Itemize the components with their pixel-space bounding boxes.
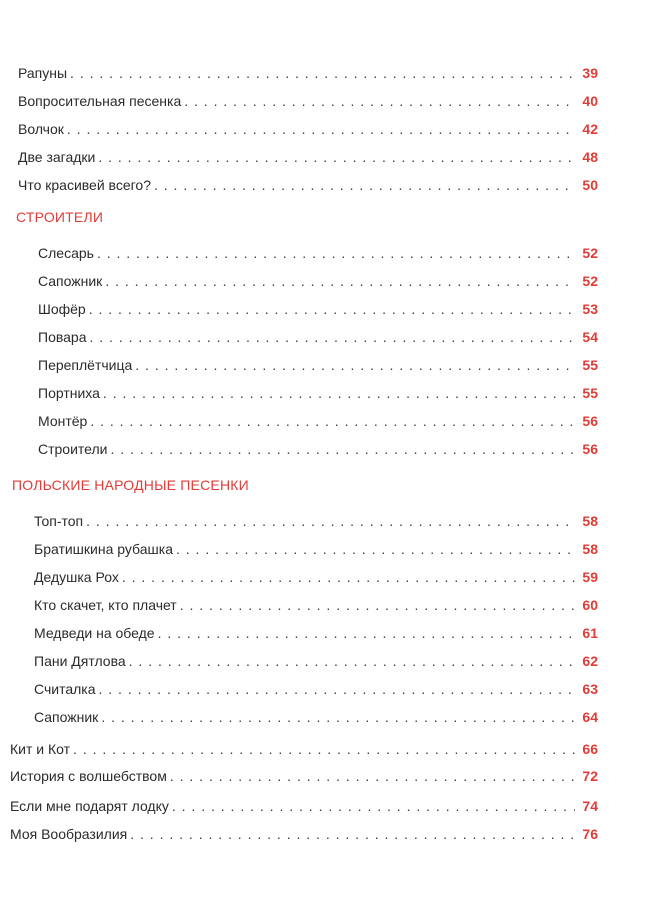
toc-entry-title: Рапуны [18, 65, 68, 81]
toc-row[interactable] [38, 328, 598, 346]
toc-row[interactable] [38, 272, 598, 290]
toc-entry-page: 42 [582, 121, 598, 137]
toc-row[interactable] [38, 384, 598, 402]
leader-dots [184, 92, 575, 110]
toc-entry-page: 66 [582, 741, 598, 757]
toc-row[interactable] [34, 568, 598, 586]
toc-row[interactable] [18, 120, 598, 138]
toc-entry-title: Моя Вообразилия [10, 826, 128, 842]
toc-entry-title: Вопросительная песенка [18, 93, 182, 109]
toc-row[interactable] [10, 740, 598, 758]
toc-entry-title: Переплётчица [38, 357, 133, 373]
section-heading-polish-songs: ПОЛЬСКИЕ НАРОДНЫЕ ПЕСЕНКИ [12, 477, 249, 493]
toc-entry-page: 50 [582, 177, 598, 193]
toc-entry-page: 62 [582, 653, 598, 669]
toc-row[interactable] [18, 176, 598, 194]
leader-dots [90, 412, 575, 430]
toc-row[interactable] [34, 624, 598, 642]
leader-dots [99, 680, 576, 698]
toc-row[interactable] [34, 540, 598, 558]
toc-entry-page: 56 [582, 413, 598, 429]
toc-entry-title: Братишкина рубашка [34, 541, 173, 557]
toc-entry-title: Считалка [34, 681, 96, 697]
toc-row[interactable] [38, 356, 598, 374]
toc-row[interactable] [34, 708, 598, 726]
leader-dots [129, 652, 575, 670]
toc-entry-page: 61 [582, 625, 598, 641]
toc-row[interactable] [38, 440, 598, 458]
leader-dots [67, 120, 575, 138]
toc-row[interactable] [38, 412, 598, 430]
toc-entry-title: Медведи на обеде [34, 625, 155, 641]
toc-entry-page: 58 [582, 513, 598, 529]
toc-entry-title: История с волшебством [10, 768, 167, 784]
toc-row[interactable] [10, 825, 598, 843]
leader-dots [98, 148, 575, 166]
leader-dots [73, 740, 575, 758]
leader-dots [101, 708, 575, 726]
leader-dots [170, 767, 575, 785]
toc-entry-page: 74 [582, 798, 598, 814]
toc-row[interactable] [34, 680, 598, 698]
toc-entry-title: Сапожник [34, 709, 99, 725]
toc-entry-page: 40 [582, 93, 598, 109]
toc-entry-title: Волчок [18, 121, 64, 137]
toc-entry-title: Топ-топ [34, 513, 84, 529]
toc-entry-page: 53 [582, 301, 598, 317]
toc-entry-page: 63 [582, 681, 598, 697]
toc-entry-title: Две загадки [18, 149, 96, 165]
leader-dots [180, 596, 575, 614]
toc-entry-page: 64 [582, 709, 598, 725]
leader-dots [135, 356, 575, 374]
section-heading-builders: СТРОИТЕЛИ [16, 209, 104, 225]
toc-entry-title: Портниха [38, 385, 100, 401]
toc-entry-page: 52 [582, 273, 598, 289]
toc-entry-title: Пани Дятлова [34, 653, 126, 669]
toc-entry-title: Сапожник [38, 273, 103, 289]
toc-row[interactable] [18, 148, 598, 166]
toc-entry-page: 56 [582, 441, 598, 457]
toc-entry-page: 54 [582, 329, 598, 345]
toc-row[interactable] [18, 64, 598, 82]
toc-row[interactable] [38, 300, 598, 318]
leader-dots [89, 300, 575, 318]
leader-dots [154, 176, 575, 194]
toc-row[interactable] [38, 244, 598, 262]
toc-entry-title: Повара [38, 329, 87, 345]
leader-dots [172, 797, 575, 815]
toc-entry-page: 72 [582, 768, 598, 784]
toc-row[interactable] [10, 767, 598, 785]
toc-entry-title: Кит и Кот [10, 741, 71, 757]
toc-row[interactable] [18, 92, 598, 110]
leader-dots [103, 384, 575, 402]
toc-entry-title: Строители [38, 441, 108, 457]
toc-entry-title: Если мне подарят лодку [10, 798, 169, 814]
toc-entry-title: Монтёр [38, 413, 88, 429]
toc-entry-page: 55 [582, 385, 598, 401]
leader-dots [110, 440, 575, 458]
leader-dots [176, 540, 575, 558]
toc-row[interactable] [34, 512, 598, 530]
leader-dots [122, 568, 575, 586]
toc-entry-title: Дедушка Рох [34, 569, 119, 585]
toc-row[interactable] [10, 797, 598, 815]
leader-dots [86, 512, 575, 530]
toc-entry-title: Шофёр [38, 301, 86, 317]
leader-dots [97, 244, 575, 262]
toc-entry-page: 60 [582, 597, 598, 613]
toc-row[interactable] [34, 652, 598, 670]
toc-entry-page: 58 [582, 541, 598, 557]
leader-dots [158, 624, 575, 642]
leader-dots [105, 272, 575, 290]
toc-entry-page: 59 [582, 569, 598, 585]
toc-entry-page: 52 [582, 245, 598, 261]
leader-dots [70, 64, 575, 82]
toc-entry-title: Кто скачет, кто плачет [34, 597, 177, 613]
leader-dots [90, 328, 576, 346]
toc-entry-title: Слесарь [38, 245, 94, 261]
toc-entry-page: 48 [582, 149, 598, 165]
leader-dots [130, 825, 575, 843]
toc-entry-page: 76 [582, 826, 598, 842]
toc-entry-page: 39 [582, 65, 598, 81]
toc-entry-title: Что красивей всего? [18, 177, 151, 193]
toc-entry-page: 55 [582, 357, 598, 373]
toc-row[interactable] [34, 596, 598, 614]
